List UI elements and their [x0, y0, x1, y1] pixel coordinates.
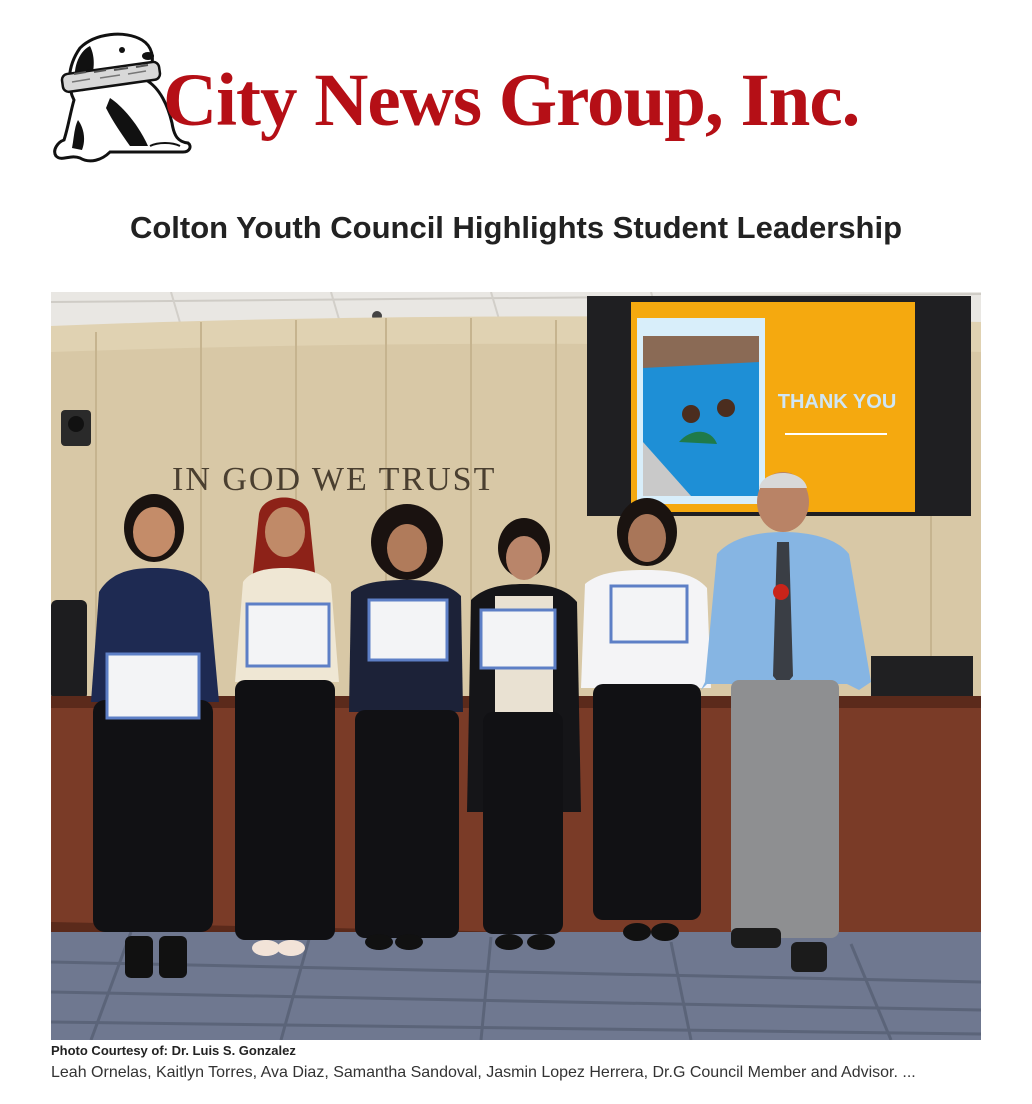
photo-caption: Leah Ornelas, Kaitlyn Torres, Ava Diaz, Samantha Sandoval, Jasmin Lopez Herrera, Dr.G Council Member and Advisor. ... — [51, 1064, 916, 1081]
photo-credit: Photo Courtesy of: Dr. Luis S. Gonzalez — [51, 1043, 296, 1058]
article-title: Colton Youth Council Highlights Student Leadership — [129, 210, 903, 245]
screen-text: THANK YOU — [777, 391, 897, 413]
masthead — [50, 28, 980, 178]
brand-name[interactable]: City News Group, Inc. — [163, 59, 860, 142]
article-photo — [51, 292, 981, 1040]
wall-inscription: IN GOD WE TRUST — [172, 461, 497, 498]
